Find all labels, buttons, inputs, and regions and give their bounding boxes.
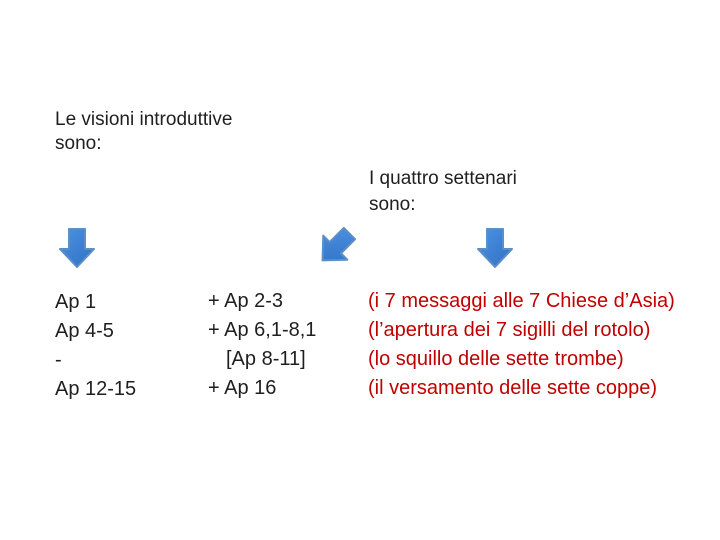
mid-list — [208, 287, 316, 403]
arrow-down-icon — [57, 227, 97, 269]
left-list-item: Ap 1 — [55, 291, 97, 313]
mid-list-item: + Ap 16 — [208, 377, 277, 399]
settenari-heading — [369, 166, 517, 218]
intro-heading-line2: sono: — [55, 133, 102, 154]
settenari-heading-line2: sono: — [369, 194, 416, 215]
right-list — [368, 287, 675, 403]
left-list-item: Ap 12-15 — [55, 378, 137, 400]
left-list — [55, 288, 136, 404]
mid-list-item: + Ap 2-3 — [208, 290, 284, 312]
right-list-item: (lo squillo delle sette trombe) — [368, 348, 624, 370]
intro-heading-line1: Le visioni introduttive — [55, 109, 233, 130]
mid-list-item: + Ap 6,1-8,1 — [208, 319, 317, 341]
settenari-heading-line1: I quattro settenari — [369, 168, 517, 189]
right-list-item: (il versamento delle sette coppe) — [368, 377, 658, 399]
right-list-item: (l’apertura dei 7 sigilli del rotolo) — [368, 319, 651, 341]
intro-heading — [55, 108, 232, 156]
arrow-down-left-icon — [316, 226, 356, 268]
right-list-item: (i 7 messaggi alle 7 Chiese d’Asia) — [368, 290, 675, 312]
arrow-down-icon — [475, 227, 515, 269]
left-list-item: - — [55, 349, 62, 371]
mid-list-item: [Ap 8-11] — [226, 348, 306, 370]
left-list-item: Ap 4-5 — [55, 320, 114, 342]
